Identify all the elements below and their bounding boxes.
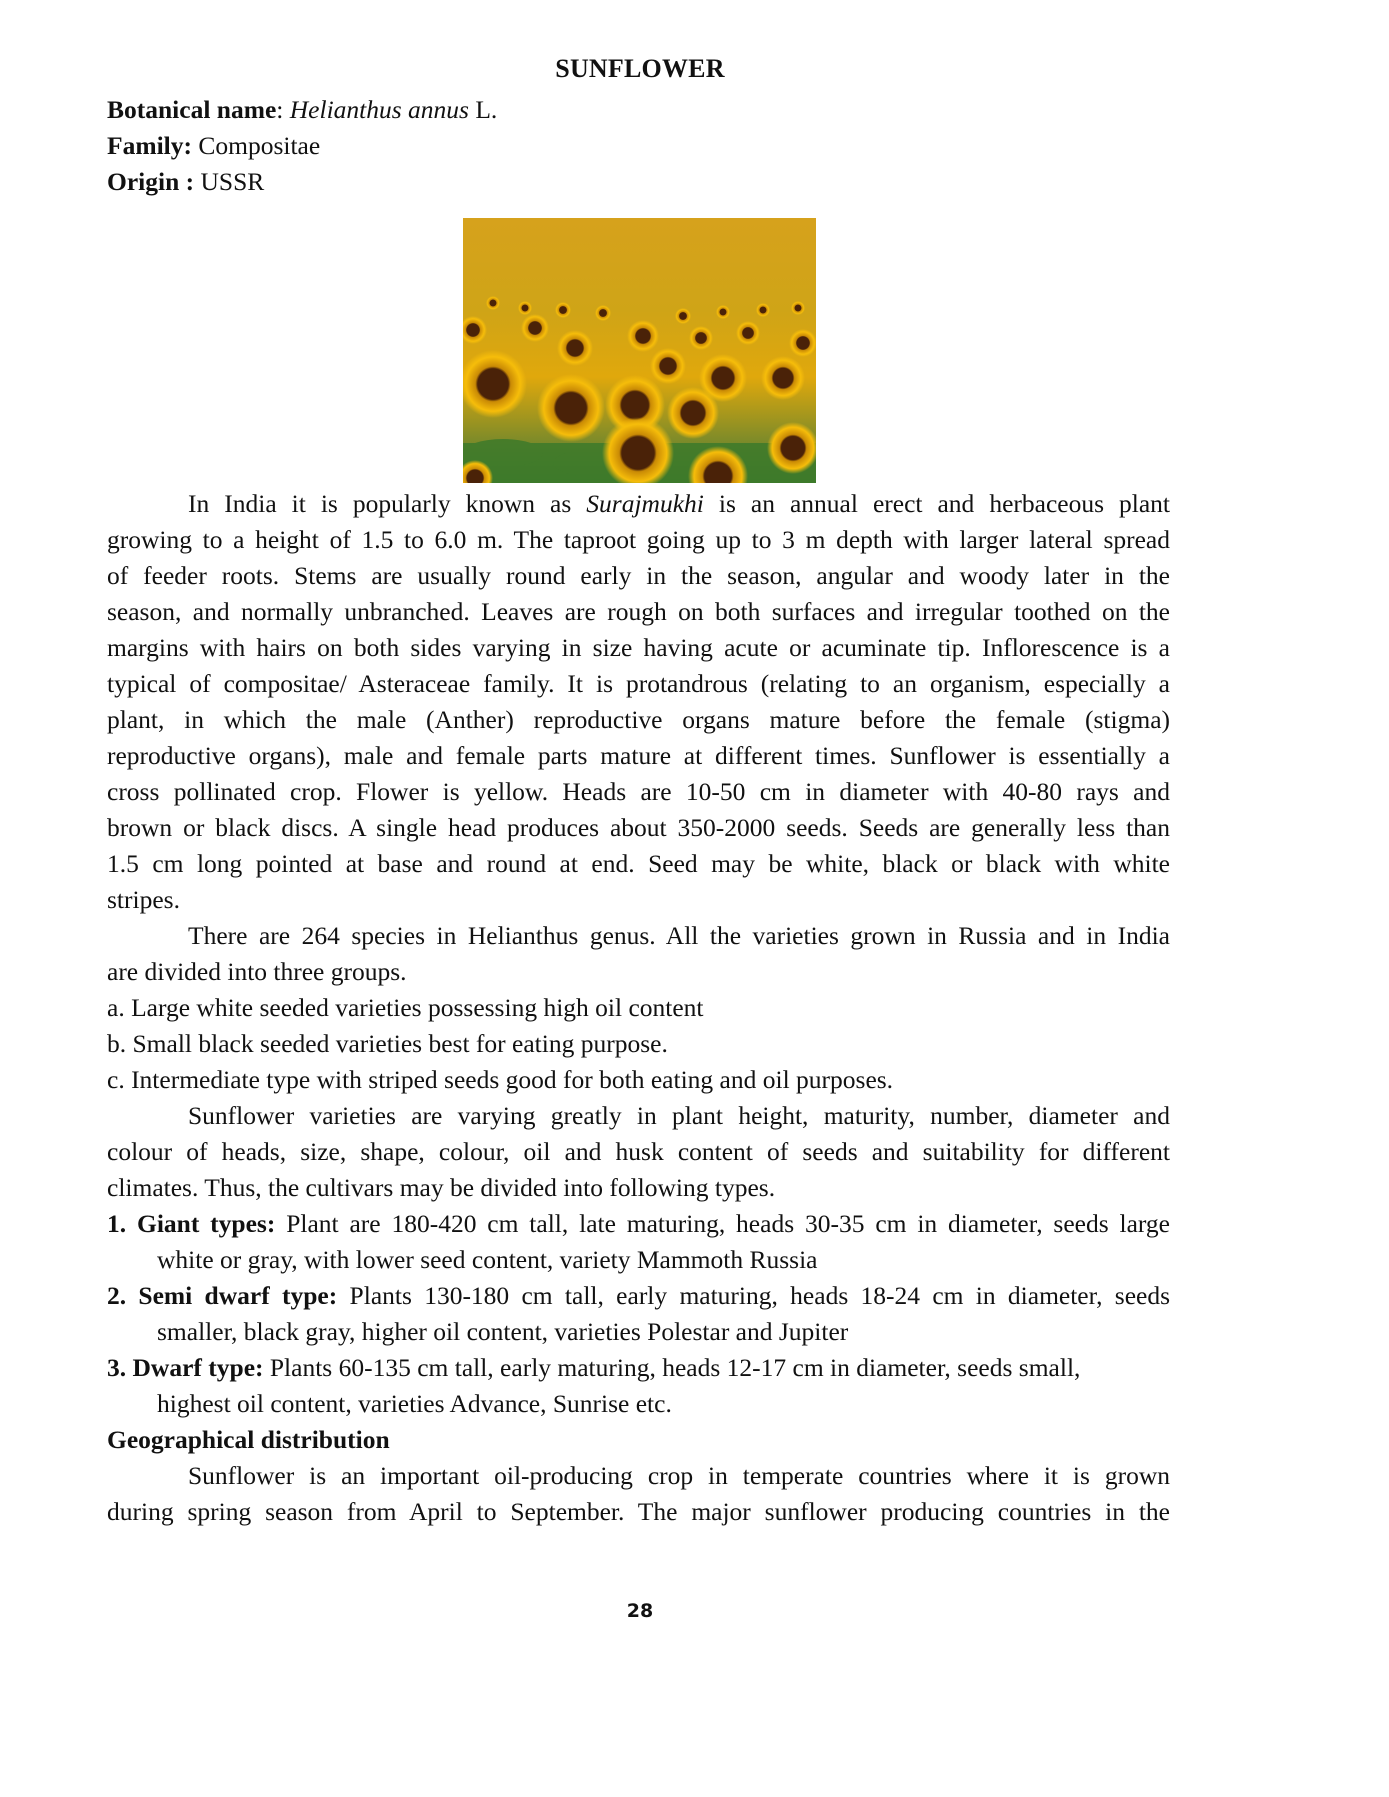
colon: :	[276, 95, 290, 124]
paragraph-4-line: during spring season from April to September. The major sunflower producing countries in the	[107, 1497, 1170, 1526]
family-label: Family:	[107, 131, 192, 160]
sunflower-field-image	[463, 218, 816, 483]
sunflower-field-illustration	[463, 218, 816, 483]
botanical-name-value: Helianthus annus	[289, 95, 469, 124]
origin-label: Origin :	[107, 167, 195, 196]
botanical-name-label: Botanical name	[107, 95, 277, 124]
paragraph-3-line: Sunflower varieties are varying greatly in plant height, maturity, number, diameter and	[188, 1101, 1170, 1130]
type-item-giant: 1. Giant types: Plant are 180-420 cm tall, late maturing, heads 30-35 cm in diameter, seeds large white or gray, with lower seed content, variety Mammoth Russia	[107, 1206, 1170, 1278]
type-continuation: white or gray, with lower seed content, variety Mammoth Russia	[157, 1245, 818, 1274]
group-item-a: a. Large white seeded varieties possessing high oil content	[107, 993, 704, 1022]
paragraph-1-line: brown or black discs. A single head produces about 350-2000 seeds. Seeds are generally less than	[107, 813, 1170, 842]
paragraph-1-line: typical of compositae/ Asteraceae family. It is protandrous (relating to an organism, especially a	[107, 669, 1170, 698]
paragraph-1-line: of feeder roots. Stems are usually round early in the season, angular and woody later in the	[107, 561, 1170, 590]
page-title: SUNFLOWER	[555, 54, 725, 83]
type-item-dwarf: 3. Dwarf type: Plants 60-135 cm tall, early maturing, heads 12-17 cm in diameter, seeds small, highest oil content, varieties Advance, Sunrise etc.	[107, 1350, 1170, 1422]
paragraph-1-line: 1.5 cm long pointed at base and round at end. Seed may be white, black or black with white	[107, 849, 1170, 878]
type-label: 2. Semi dwarf type:	[107, 1281, 338, 1310]
type-item-semi-dwarf: 2. Semi dwarf type: Plants 130-180 cm tall, early maturing, heads 18-24 cm in diameter, seeds smaller, black gray, higher oil content, varieties Polestar and Jupiter	[107, 1278, 1170, 1350]
paragraph-1-line-1: In India it is popularly known as Surajmukhi is an annual erect and herbaceous plant	[188, 489, 1171, 518]
paragraph-1-line: margins with hairs on both sides varying in size having acute or acuminate tip. Inflorescence is a	[107, 633, 1170, 662]
type-label: 3. Dwarf type:	[107, 1353, 264, 1382]
family-value: Compositae	[191, 131, 321, 160]
paragraph-2-line: are divided into three groups.	[107, 957, 407, 986]
paragraph-2-line: There are 264 species in Helianthus genus. All the varieties grown in Russia and in India	[188, 921, 1170, 950]
local-name-surajmukhi: Surajmukhi	[586, 489, 704, 518]
type-label: 1. Giant types:	[107, 1209, 276, 1238]
type-continuation: highest oil content, varieties Advance, Sunrise etc.	[157, 1389, 672, 1418]
type-continuation: smaller, black gray, higher oil content, varieties Polestar and Jupiter	[157, 1317, 849, 1346]
botanical-name-line	[107, 92, 497, 128]
paragraph-3-line: colour of heads, size, shape, colour, oil and husk content of seeds and suitability for different	[107, 1137, 1170, 1166]
paragraph-1-line: growing to a height of 1.5 to 6.0 m. The taproot going up to 3 m depth with larger lateral spread	[107, 525, 1170, 554]
origin-line	[107, 164, 264, 200]
paragraph-1-line: plant, in which the male (Anther) reproductive organs mature before the female (stigma)	[107, 705, 1170, 734]
group-item-b: b. Small black seeded varieties best for eating purpose.	[107, 1029, 668, 1058]
family-line	[107, 128, 320, 164]
paragraph-3-line: climates. Thus, the cultivars may be divided into following types.	[107, 1173, 776, 1202]
botanical-name-suffix: L.	[468, 95, 498, 124]
paragraph-1-line: reproductive organs), male and female parts mature at different times. Sunflower is essentially a	[107, 741, 1170, 770]
section-heading-geographical-distribution: Geographical distribution	[107, 1425, 390, 1454]
page-number: 28	[626, 1600, 654, 1622]
origin-value: USSR	[194, 167, 265, 196]
body-text	[107, 486, 1170, 1530]
paragraph-4-line: Sunflower is an important oil-producing crop in temperate countries where it is grown	[188, 1461, 1170, 1490]
group-item-c: c. Intermediate type with striped seeds good for both eating and oil purposes.	[107, 1065, 894, 1094]
paragraph-1-line: cross pollinated crop. Flower is yellow. Heads are 10-50 cm in diameter with 40-80 rays and	[107, 777, 1170, 806]
paragraph-1-line: stripes.	[107, 885, 180, 914]
paragraph-1-line: season, and normally unbranched. Leaves are rough on both surfaces and irregular toothed on the	[107, 597, 1170, 626]
